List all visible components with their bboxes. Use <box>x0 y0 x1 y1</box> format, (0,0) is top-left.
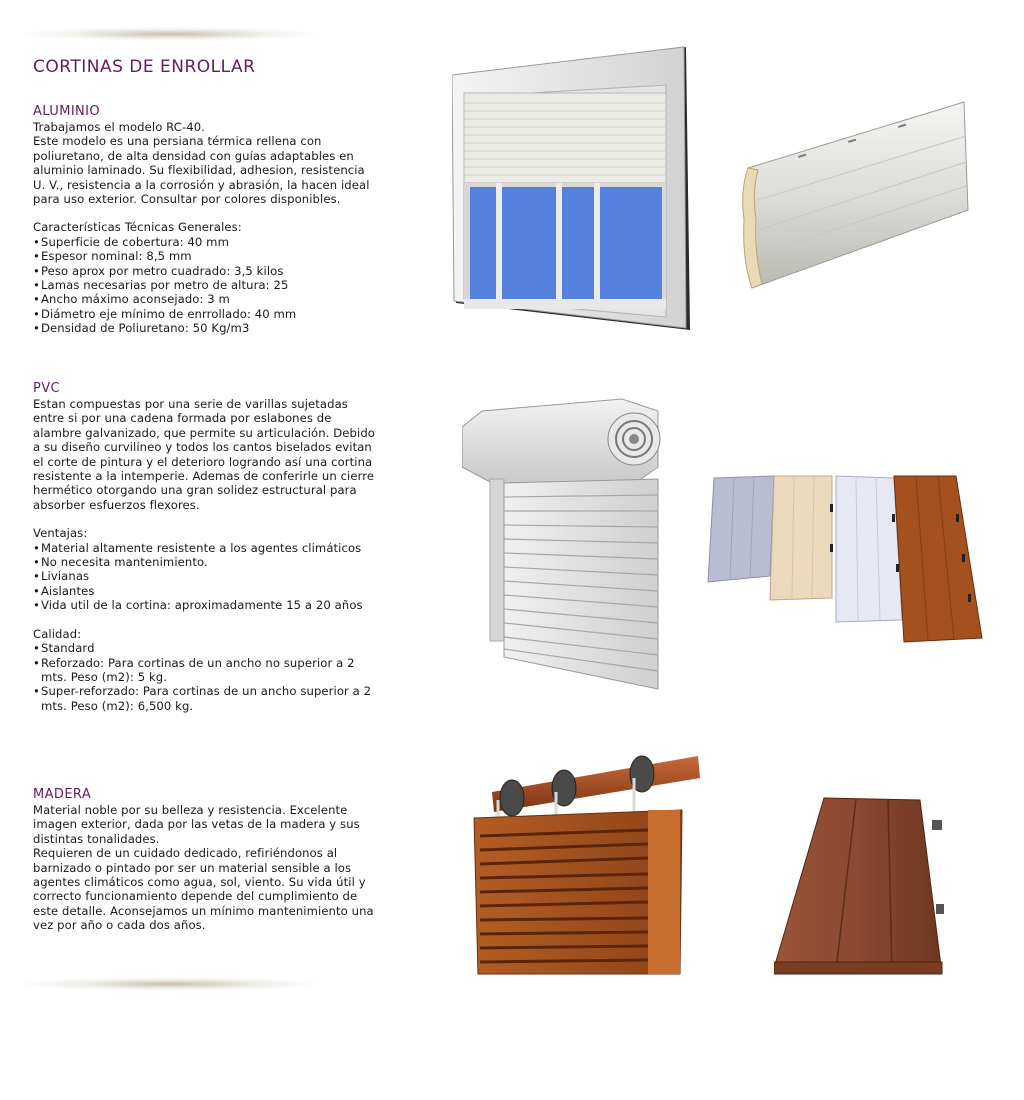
aluminio-specs-list <box>33 235 378 336</box>
pvc-shutter-image <box>462 397 662 692</box>
wood-shutter-image <box>472 752 704 976</box>
aluminio-model: Trabajamos el modelo RC-40. <box>33 120 205 134</box>
aluminio-title: ALUMINIO <box>33 104 101 119</box>
aluminio-description: Este modelo es una persiana térmica rellena con poliuretano, de alta densidad con guías adaptables en aluminio laminado. Su flexibilidad, adhesion, resistencia U. V., resistencia a la corrosión y abrasión, la hacen ideal para uso exterior. Consultar por colores disponibles. <box>33 134 370 207</box>
pvc-slat-colors-image <box>706 474 984 644</box>
pvc-quality-list <box>33 641 378 713</box>
page-title: CORTINAS DE ENROLLAR <box>33 57 256 77</box>
madera-paragraph: Material noble por su belleza y resistencia. Excelente imagen exterior, dada por las vetas de la madera y sus distintas tonalidades. <box>33 803 360 846</box>
pvc-section <box>33 381 378 713</box>
list-item: • Lamas necesarias por metro de altura: 25 <box>33 278 378 292</box>
list-item: • Aislantes <box>33 584 378 598</box>
list-item: • Super-reforzado: Para cortinas de un ancho superior a 2 mts. Peso (m2): 6,500 kg. <box>33 684 378 713</box>
list-item: • Peso aprox por metro cuadrado: 3,5 kilos <box>33 264 378 278</box>
madera-section <box>33 787 378 933</box>
aluminio-section <box>33 104 378 336</box>
list-item: • Vida util de la cortina: aproximadamente 15 a 20 años <box>33 598 378 612</box>
list-item: • Superficie de cobertura: 40 mm <box>33 235 378 249</box>
madera-title: MADERA <box>33 787 92 802</box>
pvc-description: Estan compuestas por una serie de varillas sujetadas entre si por una cadena formada por eslabones de alambre galvanizado, que permite su articulación. Debido a su diseño curvilíneo y todos los cantos biselados evitan el corte de pintura y el deterioro logrando así una cortina resistente a la intemperie. Ademas de conferirle un cierre hermético otorgando una gran solidez estructural para absorber esfuerzos flexores. <box>33 397 375 512</box>
top-shadow-divider <box>20 27 320 41</box>
list-item: • Reforzado: Para cortinas de un ancho no superior a 2 mts. Peso (m2): 5 kg. <box>33 656 378 685</box>
wood-slat-image <box>774 796 946 980</box>
aluminum-slat-image <box>738 100 970 295</box>
pvc-advantages-list <box>33 541 378 613</box>
pvc-title: PVC <box>33 381 61 396</box>
aluminio-specs-heading: Características Técnicas Generales: <box>33 220 242 235</box>
bottom-shadow-divider <box>20 977 320 991</box>
list-item: • Ancho máximo aconsejado: 3 m <box>33 292 378 306</box>
aluminum-window-image <box>452 45 692 335</box>
list-item: • Espesor nominal: 8,5 mm <box>33 249 378 263</box>
pvc-advantages-heading: Ventajas: <box>33 526 88 541</box>
list-item: • Standard <box>33 641 378 655</box>
list-item: • Densidad de Poliuretano: 50 Kg/m3 <box>33 321 378 335</box>
pvc-quality-heading: Calidad: <box>33 626 82 641</box>
list-item: • Diámetro eje mínimo de enrrollado: 40 mm <box>33 307 378 321</box>
list-item: • No necesita mantenimiento. <box>33 555 378 569</box>
madera-paragraph: Requieren de un cuidado dedicado, refiriéndonos al barnizado o pintado por ser un material sensible a los agentes climáticos como agua, sol, viento. Su vida útil y correcto funcionamiento depende del cumplimiento de este detalle. Aconsejamos un mínimo mantenimiento una vez por año o cada dos años. <box>33 846 374 933</box>
list-item: • Livianas <box>33 569 378 583</box>
list-item: • Material altamente resistente a los agentes climáticos <box>33 541 378 555</box>
